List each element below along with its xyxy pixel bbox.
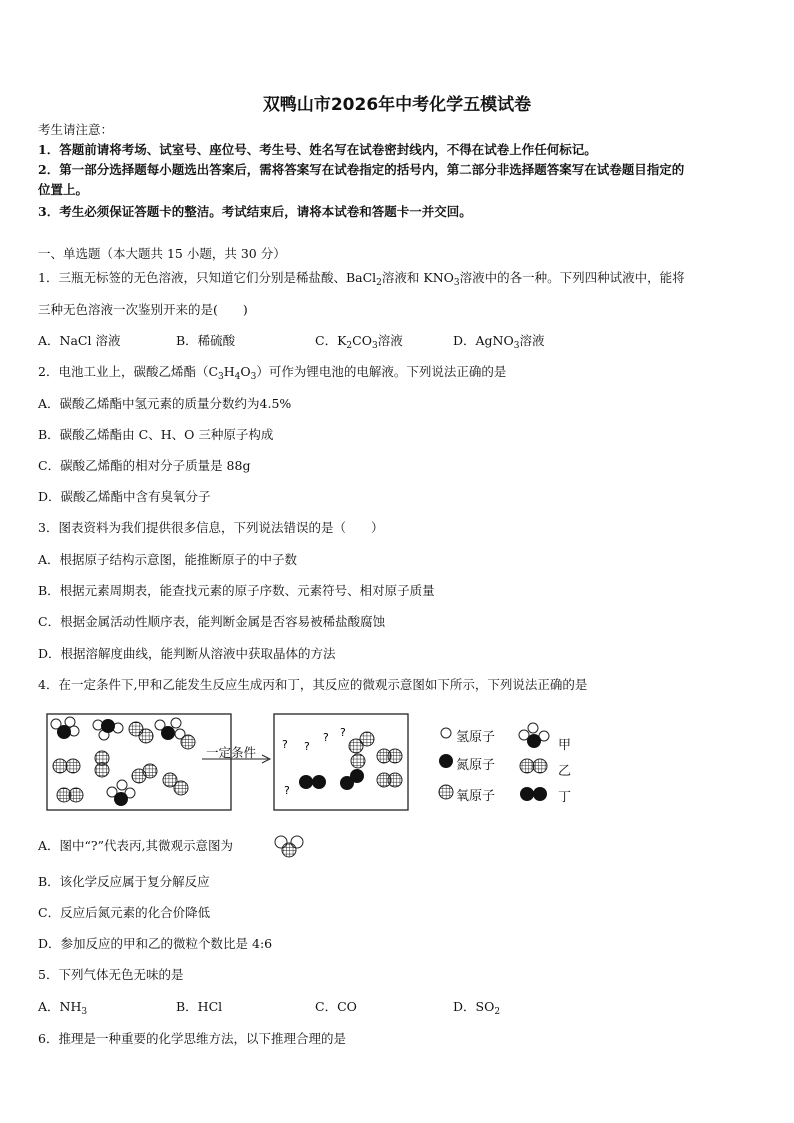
unknown-molecule-marker: ?: [284, 784, 290, 797]
q2-option-d: D．碳酸乙烯酯中含有臭氧分子: [38, 489, 211, 504]
q4-option-c: C．反应后氮元素的化合价降低: [38, 905, 211, 920]
no-molecule-icon: [273, 834, 305, 860]
q5-option-d-text: D．SO: [453, 999, 495, 1014]
q2-sub-2: 4: [234, 372, 241, 382]
q1-option-d: [453, 333, 545, 349]
q1-stem-line1: [38, 270, 685, 286]
o2-molecule: [181, 735, 195, 749]
o2-molecule: [377, 749, 402, 763]
unknown-molecule-marker: ?: [323, 731, 329, 744]
legend-o-atom-icon: [439, 785, 453, 799]
legend-yi-label: 乙: [558, 764, 572, 779]
q3-option-d: D．根据溶解度曲线，能判断从溶液中获取晶体的方法: [38, 646, 336, 661]
notice-item-2-cont: 位置上。: [38, 182, 89, 197]
q2-option-c: C．碳酸乙烯酯的相对分子质量是 88g: [38, 458, 251, 473]
legend-h-atom-icon: [441, 728, 451, 738]
q5-stem: 5．下列气体无色无味的是: [38, 967, 184, 982]
q1-sub-1: 2: [376, 278, 382, 288]
legend-yi-molecule-icon: [520, 759, 547, 773]
legend-n-atom-icon: [439, 754, 453, 768]
legend-ding-label: 丁: [558, 790, 572, 805]
q1-text-a: 1．三瓶无标签的无色溶液，只知道它们分别是稀盐酸、BaCl: [38, 270, 377, 285]
section-heading: 一、单选题（本大题共 15 小题，共 30 分）: [38, 246, 286, 261]
q1-option-c-c: 溶液: [377, 333, 403, 348]
q1-sub-2: 3: [453, 278, 460, 288]
q1-option-d-a: D．AgNO: [453, 333, 514, 348]
notice-item-2: 2．第一部分选择题每小题选出答案后，需将答案写在试卷指定的括号内，第二部分非选择题答案写在试卷题目指定的: [38, 162, 685, 177]
q1-option-c-b: CO: [352, 333, 372, 348]
q3-option-b: B．根据元素周期表，能查找元素的原子序数、元素符号、相对原子质量: [38, 583, 435, 598]
q3-option-a: A．根据原子结构示意图，能推断原子的中子数: [38, 552, 298, 567]
legend-h-label: 氢原子: [456, 730, 496, 745]
q5-option-a: [38, 999, 87, 1015]
unknown-molecule-marker: ?: [340, 726, 346, 739]
notice-item-1: 1．答题前请将考场、试室号、座位号、考生号、姓名写在试卷密封线内，不得在试卷上作任何标记。: [38, 142, 597, 157]
q1-option-d-sub: 3: [513, 341, 520, 351]
q5-option-a-text: A．NH: [38, 999, 82, 1014]
reaction-condition-label: 一定条件: [206, 745, 257, 760]
q3-option-c: C．根据金属活动性顺序表，能判断金属是否容易被稀盐酸腐蚀: [38, 614, 386, 629]
q5-option-d-sub: 2: [494, 1007, 501, 1017]
unknown-molecule-marker: ?: [304, 740, 310, 753]
q5-option-c: C．CO: [315, 999, 357, 1014]
q1-option-c-sub2: 3: [371, 341, 378, 351]
legend-o-label: 氧原子: [456, 789, 496, 804]
q5-option-a-sub: 3: [81, 1007, 88, 1017]
notice-heading: 考生请注意：: [38, 122, 114, 137]
legend-ding-molecule-icon: [520, 787, 547, 801]
q1-option-c: [315, 333, 403, 349]
q3-stem: 3．图表资料为我们提供很多信息，下列说法错误的是（ ）: [38, 520, 384, 535]
q1-option-d-b: 溶液: [519, 333, 545, 348]
q5-option-b: B．HCl: [176, 999, 223, 1014]
q2-stem: [38, 364, 506, 380]
q2-stem-d: ）可作为锂电池的电解液。下列说法正确的是: [256, 364, 507, 379]
reaction-diagram: [40, 706, 600, 816]
q2-stem-b: H: [223, 364, 235, 379]
page-title: 双鸭山市2026年中考化学五模试卷: [262, 95, 532, 115]
q1-text-b: 溶液和 KNO: [381, 270, 454, 285]
notice-item-3: 3．考生必须保证答题卡的整洁。考试结束后，请将本试卷和答题卡一并交回。: [38, 204, 472, 219]
q2-stem-c: O: [240, 364, 251, 379]
q1-option-c-a: C．K: [315, 333, 347, 348]
q1-text-c: 溶液中的各一种。下列四种试液中，能将: [459, 270, 685, 285]
q4-option-b: B．该化学反应属于复分解反应: [38, 874, 210, 889]
q6-stem: 6．推理是一种重要的化学思维方法，以下推理合理的是: [38, 1031, 346, 1046]
legend-jia-molecule-icon: [519, 723, 549, 748]
q1-option-c-sub1: 2: [346, 341, 353, 351]
q4-option-a-text: A．图中“?”代表丙,其微观示意图为: [38, 838, 233, 853]
q1-stem-line2: 三种无色溶液一次鉴别开来的是( ): [38, 302, 248, 317]
q2-sub-1: 3: [218, 372, 224, 382]
q2-option-b: B．碳酸乙烯酯由 C、H、O 三种原子构成: [38, 427, 274, 442]
q1-option-b: B．稀硫酸: [176, 333, 236, 348]
o2-molecule: [377, 773, 402, 787]
q1-option-a: A．NaCl 溶液: [38, 333, 121, 348]
legend-n-label: 氮原子: [456, 758, 496, 773]
q5-option-d: [453, 999, 500, 1015]
q4-stem: 4．在一定条件下,甲和乙能发生反应生成丙和丁，其反应的微观示意图如下所示，下列说法正确的是: [38, 677, 588, 692]
q4-option-d: D．参加反应的甲和乙的微粒个数比是 4:6: [38, 936, 273, 951]
q2-stem-a: 2．电池工业上，碳酸乙烯酯（C: [38, 364, 219, 379]
unknown-molecule-marker: ?: [282, 738, 288, 751]
q2-sub-3: 3: [250, 372, 257, 382]
q4-option-a: [38, 838, 233, 854]
legend-jia-label: 甲: [558, 738, 572, 753]
o2-molecule: [351, 754, 365, 768]
q2-option-a: A．碳酸乙烯酯中氢元素的质量分数约为4.5%: [38, 396, 292, 411]
